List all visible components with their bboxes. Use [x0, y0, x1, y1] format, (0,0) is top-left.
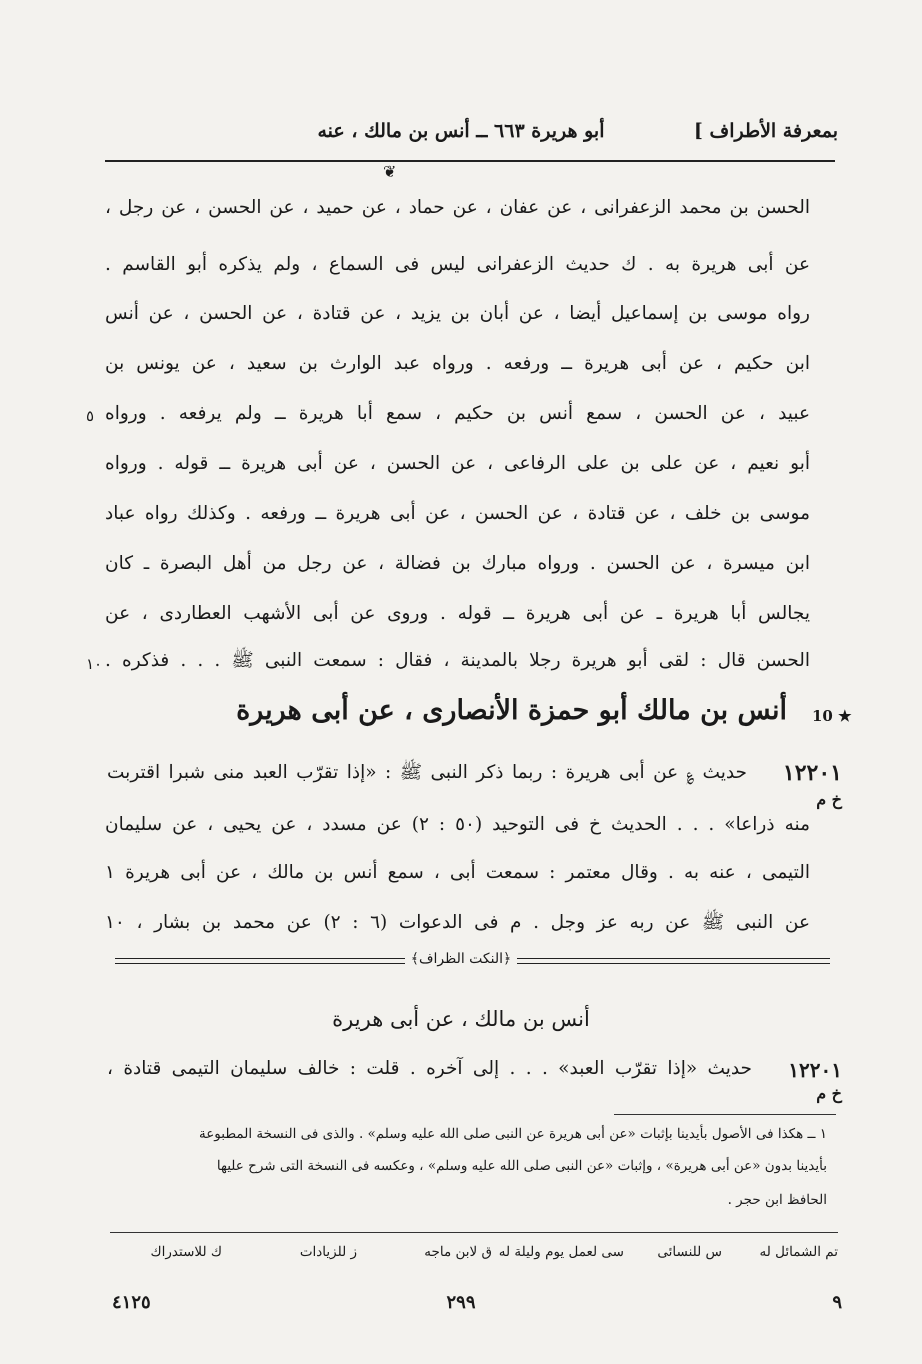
legend-item: سى لعمل يوم وليلة له [498, 1244, 624, 1260]
section-heading: أنس بن مالك أبو حمزة الأنصارى ، عن أبى هريرة [236, 695, 787, 726]
hadith-line: منه ذراعا» . . . الحديث خ فى التوحيد (٥٠ : ٢) عن مسدد ، عن يحيى ، عن سليمان [105, 814, 810, 835]
ornament-icon: ❦ [383, 162, 397, 181]
body-line: يجالس أبا هريرة ـ عن أبى هريرة ــ قوله . وروى عن أبى الأشهب العطاردى ، عن [105, 603, 810, 624]
legend-item: ك للاستدراك [150, 1244, 222, 1260]
body-line: موسى بن خلف ، عن قتادة ، عن الحسن ، عن أبى هريرة ــ ورفعه . وكذلك رواه عباد [105, 503, 810, 524]
line-number-5: ٥ [86, 407, 95, 425]
nukat-title-text: ﴿النكت الظراف﴾ [405, 951, 517, 967]
nukat-number: ١٢٢٠١ [788, 1058, 842, 1082]
running-header-center: أبو هريرة ٦٦٣ ــ أنس بن مالك ، عنه [317, 120, 605, 142]
body-line: الحسن بن محمد الزعفرانى ، عن عفان ، عن حماد ، عن حميد ، عن الحسن ، عن رجل ، [105, 197, 810, 218]
header-rule [105, 160, 835, 162]
body-line: أبو نعيم ، عن على بن على الرفاعى ، عن الحسن ، عن أبى هريرة ــ قوله . ورواه [105, 453, 810, 474]
hadith-line: عن النبى ﷺ عن ربه عز وجل . م فى الدعوات (٦ : ٢) عن محمد بن بشار ، ١٠ [105, 912, 810, 933]
legend-rule [110, 1232, 838, 1233]
footnote-line: بأيدينا بدون «عن أبى هريرة» ، وإثبات «عن النبى صلى الله عليه وسلم» ، وعكسه فى النسخة التى شرح عليها [216, 1158, 827, 1174]
footnote-rule [614, 1114, 836, 1115]
legend-item: ق لابن ماجه [424, 1244, 492, 1260]
hadith-number: ١٢٢٠١ [782, 760, 842, 786]
nukat-title [0, 951, 922, 967]
nukat-side-code: خ م [816, 1084, 842, 1103]
hadith-side-code: خ م [816, 790, 842, 809]
body-line: عبيد ، عن الحسن ، سمع أنس بن حكيم ، سمع أبا هريرة ــ ولم يرفعه . ورواه [105, 403, 810, 424]
body-line: رواه موسى بن إسماعيل أيضا ، عن أبان بن يزيد ، عن قتادة ، عن الحسن ، عن أنس [105, 303, 810, 324]
legend-item: ز للزيادات [299, 1244, 357, 1260]
page-number: ٢٩٩ [446, 1292, 476, 1313]
nukat-line: حديث «إذا تقرّب العبد» . . . إلى آخره . قلت : خالف سليمان التيمى قتادة ، [107, 1058, 752, 1079]
section-marker: 10 ★ [812, 707, 852, 725]
line-number-10: ١٠ [86, 655, 103, 673]
legend-item: س للنسائى [657, 1244, 722, 1260]
body-line: ابن ميسرة ، عن الحسن . ورواه مبارك بن فضالة ، عن رجل من أهل البصرة ـ كان [105, 553, 810, 574]
nukat-subtitle: أنس بن مالك ، عن أبى هريرة [332, 1007, 590, 1031]
footnote-line: الحافظ ابن حجر . [727, 1192, 827, 1208]
footer-left: ٤١٢٥ [112, 1292, 151, 1313]
footer-right: ٩ [832, 1292, 842, 1313]
legend-item: تم الشمائل له [759, 1244, 838, 1260]
footnote-line: ١ ــ هكذا فى الأصول بأيدينا بإثبات «عن أبى هريرة عن النبى صلى الله عليه وسلم» . والذى فى النسخة المطبوعة [199, 1126, 827, 1142]
hadith-line: حديث ؏ عن أبى هريرة : ربما ذكر النبى ﷺ : «إذا تقرّب العبد منى شبرا اقتربت [107, 762, 747, 783]
running-header-right: بمعرفة الأطراف ] [693, 120, 838, 142]
body-line: الحسن قال : لقى أبو هريرة رجلا بالمدينة ، فقال : سمعت النبى ﷺ . . . فذكره . [105, 650, 810, 671]
hadith-line: التيمى ، عنه به . وقال معتمر : سمعت أبى ، سمع أنس بن مالك ، عن أبى هريرة ١ [105, 862, 810, 883]
body-line: ابن حكيم ، عن أبى هريرة ــ ورفعه . ورواه عبد الوارث بن سعيد ، عن يونس بن [105, 353, 810, 374]
body-line: عن أبى هريرة به . ك حديث الزعفرانى ليس فى السماع ، ولم يذكره أبو القاسم . [105, 254, 810, 275]
